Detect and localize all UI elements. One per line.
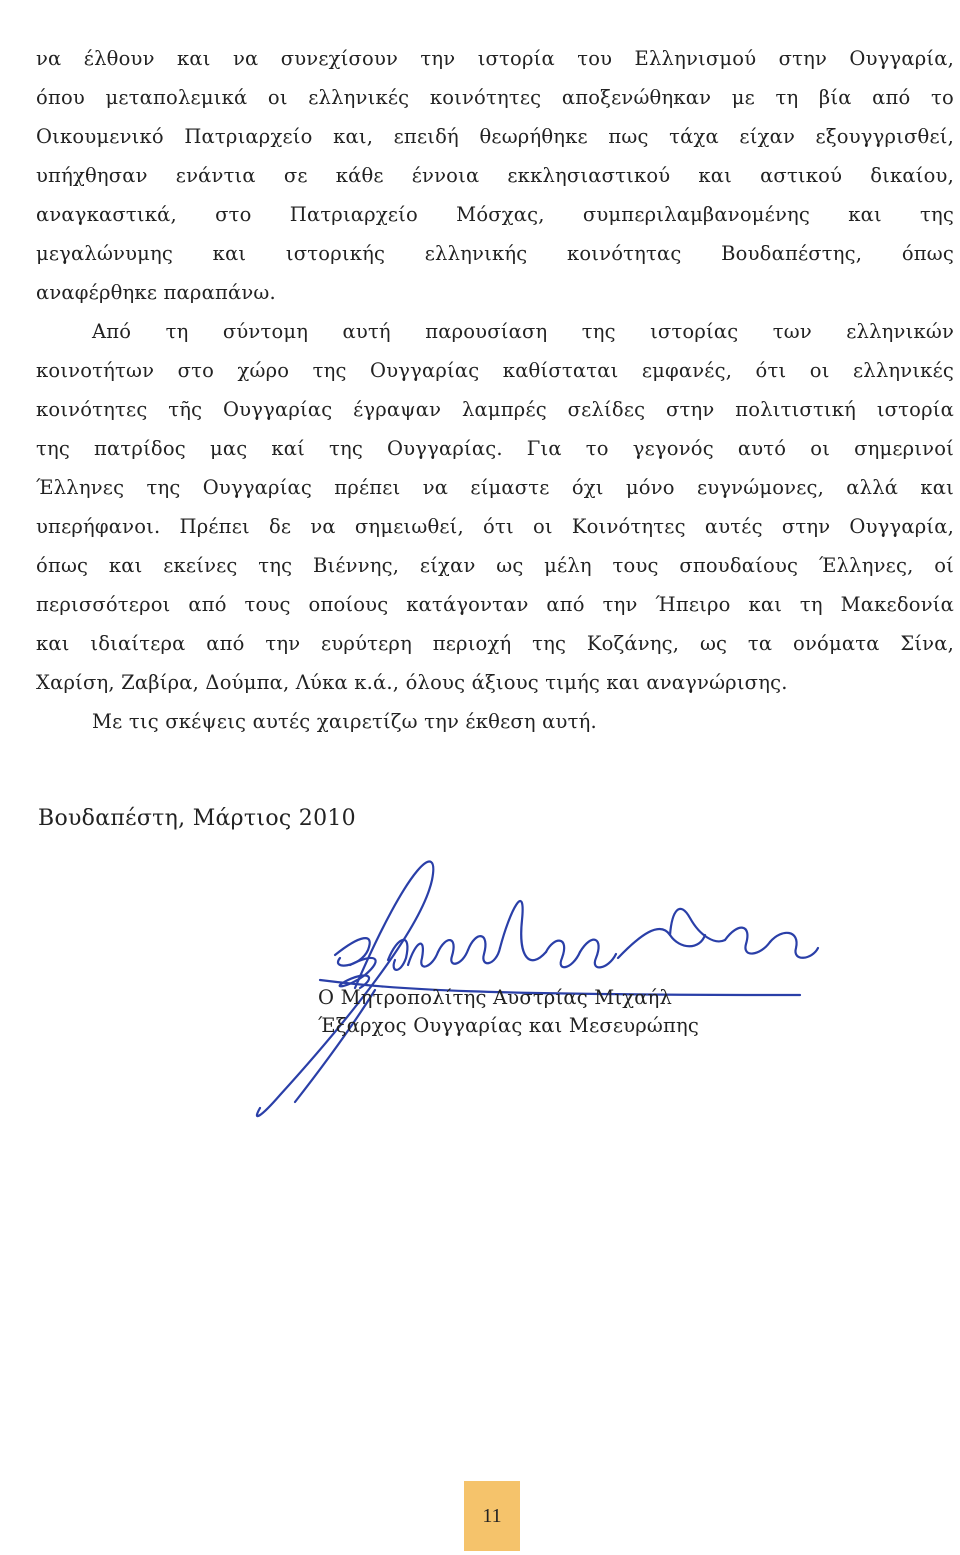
paragraph-line: αναφέρθηκε παραπάνω. — [36, 281, 276, 304]
signatory-title: Ο Μητροπολίτης Αυστρίας Μιχαήλ — [318, 986, 673, 1009]
signatory-office: Έξαρχος Ουγγαρίας και Μεσευρώπης — [318, 1014, 700, 1037]
signatory-block — [318, 984, 699, 1040]
page-number: 11 — [464, 1481, 520, 1551]
paragraph-line: κοινότητες τῆς Ουγγαρίας έγραψαν λαμπρές σελίδες στην πολιτιστική ιστορία — [36, 398, 954, 421]
paragraph-line: Έλληνες της Ουγγαρίας πρέπει να είμαστε όχι μόνο ευγνώμονες, αλλά και — [36, 476, 954, 499]
paragraph-line: όπως και εκείνες της Βιέννης, είχαν ως μέλη τους σπουδαίους Έλληνες, οί — [36, 554, 954, 577]
date-line: Βουδαπέστη, Μάρτιος 2010 — [38, 806, 356, 831]
paragraph-line: περισσότεροι από τους οποίους κατάγονταν από την Ήπειρο και τη Μακεδονία — [36, 593, 954, 616]
closing-line: Με τις σκέψεις αυτές χαιρετίζω την έκθεση αυτή. — [92, 710, 597, 733]
paragraph-line: μεγαλώνυμης και ιστορικής ελληνικής κοινότητας Βουδαπέστης, όπως — [36, 242, 954, 265]
body-text — [36, 44, 954, 746]
paragraph-line: Χαρίση, Ζαβίρα, Δούμπα, Λύκα κ.ά., όλους άξιους τιμής και αναγνώρισης. — [36, 671, 788, 694]
paragraph-line: όπου μεταπολεμικά οι ελληνικές κοινότητες αποξενώθηκαν με τη βία από το — [36, 86, 954, 109]
paragraph-line: υπερήφανοι. Πρέπει δε να σημειωθεί, ότι οι Κοινότητες αυτές στην Ουγγαρία, — [36, 515, 954, 538]
paragraph-line: της πατρίδος μας καί της Ουγγαρίας. Για το γεγονός αυτό οι σημερινοί — [36, 437, 954, 460]
paragraph-line: να έλθουν και να συνεχίσουν την ιστορία του Ελληνισμού στην Ουγγαρία, — [36, 47, 954, 70]
paragraph-line: και ιδιαίτερα από την ευρύτερη περιοχή της Κοζάνης, ως τα ονόματα Σίνα, — [36, 632, 954, 655]
paragraph-line: υπήχθησαν ενάντια σε κάθε έννοια εκκλησιαστικού και αστικού δικαίου, — [36, 164, 954, 187]
paragraph-line: αναγκαστικά, στο Πατριαρχείο Μόσχας, συμπεριλαμβανομένης και της — [36, 203, 954, 226]
paragraph-line: Οικουμενικό Πατριαρχείο και, επειδή θεωρήθηκε πως τάχα είχαν εξουγγρισθεί, — [36, 125, 954, 148]
paragraph-line: Από τη σύντομη αυτή παρουσίαση της ιστορίας των ελληνικών — [92, 320, 954, 343]
paragraph-line: κοινοτήτων στο χώρο της Ουγγαρίας καθίσταται εμφανές, ότι οι ελληνικές — [36, 359, 954, 382]
